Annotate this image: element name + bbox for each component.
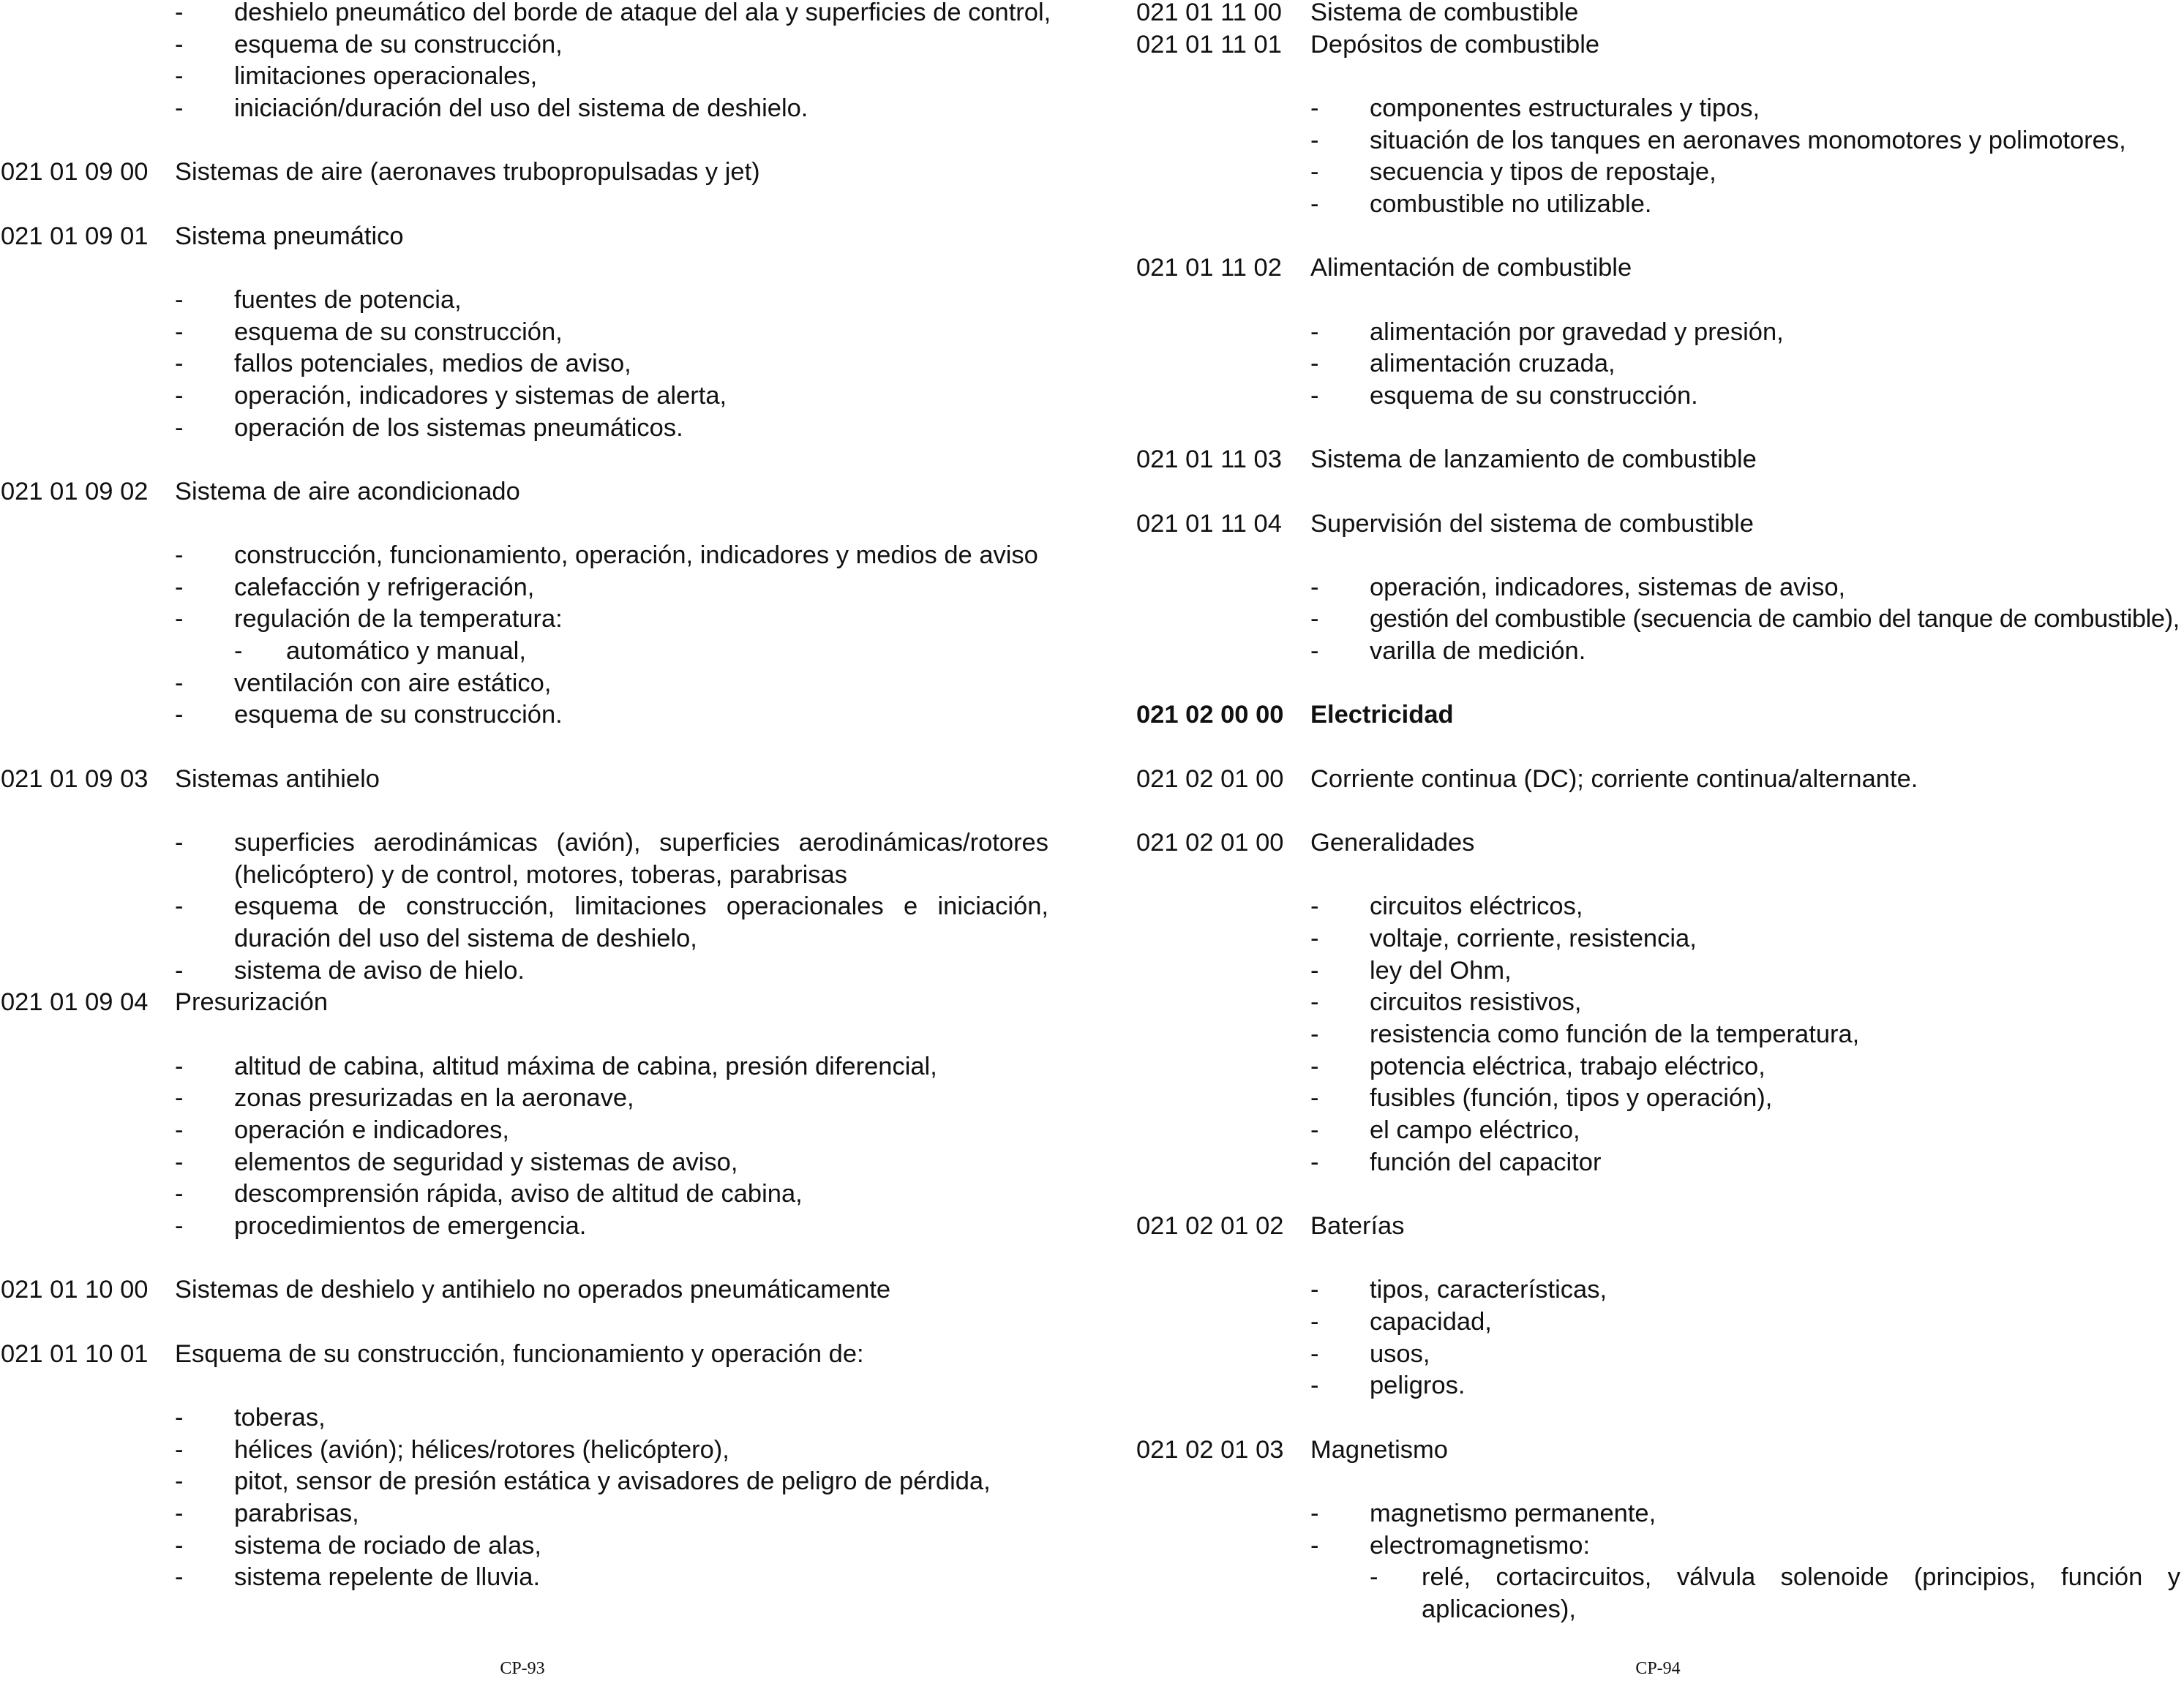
list-item: [1136, 987, 2180, 1019]
bullet-dash: -: [1310, 158, 1319, 187]
section-code: 021 01 10 00: [1, 1276, 149, 1304]
bullet-dash: -: [1310, 1084, 1319, 1113]
section-heading: [1, 764, 1048, 796]
spacer: [1, 252, 1048, 285]
list-item-text: esquema de su construcción.: [234, 701, 563, 729]
section-title: Sistema de aire acondicionado: [175, 477, 520, 505]
list-item: [1, 380, 1048, 413]
bullet-dash: -: [175, 94, 184, 122]
list-item-text: esquema de su construcción,: [234, 30, 563, 59]
list-item-text: componentes estructurales y tipos,: [1370, 94, 1760, 122]
list-item-text: descomprensión rápida, aviso de altitud de cabina,: [234, 1180, 803, 1208]
page-number: CP-93: [500, 1659, 545, 1678]
bullet-dash: -: [175, 829, 184, 857]
list-item: [1, 1498, 1048, 1530]
list-item: [1136, 636, 2180, 668]
list-item: [1, 891, 1048, 955]
list-item-text: regulación de la temperatura:: [234, 605, 563, 633]
sub-list-item-text: relé, cortacircuitos, válvula solenoide (principios, función y aplicaciones),: [1422, 1563, 2180, 1623]
bullet-dash: -: [175, 1403, 184, 1432]
section-code: 021 01 11 01: [1136, 30, 1282, 59]
list-item: [1136, 189, 2180, 221]
spacer: [1136, 221, 2180, 253]
spacer: [1, 508, 1048, 541]
list-item: [1136, 1306, 2180, 1339]
list-item-text: limitaciones operacionales,: [234, 62, 538, 91]
bullet-dash: -: [175, 1052, 184, 1080]
spacer: [1136, 61, 2180, 93]
section-heading: [1136, 444, 2180, 476]
section-title: Esquema de su construcción, funcionamiento y operación de:: [175, 1339, 864, 1368]
sub-list-item-text: automático y manual,: [286, 637, 526, 666]
list-item-text: operación, indicadores, sistemas de aviso,: [1370, 573, 1846, 601]
list-item-text: construcción, funcionamiento, operación, indicadores y medios de aviso: [234, 541, 1038, 570]
section-title: Sistemas de deshielo y antihielo no operados pneumáticamente: [175, 1276, 891, 1304]
bullet-dash: -: [1310, 892, 1319, 921]
list-item: [1, 955, 1048, 988]
list-item-text: gestión del combustible (secuencia de cambio del tanque de combustible),: [1370, 605, 2180, 633]
list-item: [1136, 157, 2180, 189]
list-item-text: esquema de su construcción.: [1370, 381, 1698, 410]
section-title: Sistema pneumático: [175, 222, 404, 250]
bullet-dash: -: [175, 317, 184, 346]
section-heading: [1136, 508, 2180, 541]
bullet-dash: -: [1310, 1276, 1319, 1304]
list-item-text: ley del Ohm,: [1370, 956, 1512, 985]
bullet-dash: -: [175, 605, 184, 633]
list-item-text: calefacción y refrigeración,: [234, 573, 535, 601]
spacer: [1, 1243, 1048, 1275]
list-item: [1, 1211, 1048, 1243]
bullet-dash: -: [1310, 189, 1319, 218]
section-heading: [1, 1339, 1048, 1371]
list-item-text: voltaje, corriente, resistencia,: [1370, 925, 1697, 953]
list-item-text: pitot, sensor de presión estática y avisadores de peligro de pérdida,: [234, 1467, 991, 1496]
bullet-dash: -: [1310, 126, 1319, 154]
list-item-text: sistema de rociado de alas,: [234, 1531, 541, 1560]
bullet-dash: -: [1310, 1499, 1319, 1527]
bullet-dash: -: [175, 1531, 184, 1560]
list-item-text: usos,: [1370, 1339, 1430, 1368]
section-code: 021 01 09 03: [1, 764, 149, 793]
bullet-dash: -: [1310, 1531, 1319, 1560]
list-item-text: procedimientos de emergencia.: [234, 1211, 587, 1240]
section-heading: [1136, 29, 2180, 61]
list-item: [1136, 348, 2180, 380]
bullet-dash: -: [175, 62, 184, 91]
list-item: [1136, 1370, 2180, 1402]
section-title: Supervisión del sistema de combustible: [1310, 509, 1754, 538]
spacer: [1136, 860, 2180, 892]
list-item-text: sistema repelente de lluvia.: [234, 1563, 541, 1592]
section-code: 021 02 01 00: [1136, 829, 1284, 857]
list-item-text: hélices (avión); hélices/rotores (helicóptero),: [234, 1435, 729, 1464]
list-item-text: secuencia y tipos de repostaje,: [1370, 158, 1716, 187]
list-item: [1, 668, 1048, 700]
list-item-text: circuitos resistivos,: [1370, 988, 1582, 1017]
section-heading: [1, 476, 1048, 508]
bullet-dash: -: [1310, 381, 1319, 410]
section-heading: [1136, 827, 2180, 860]
list-item: [1136, 1530, 2180, 1562]
bullet-dash: -: [1310, 988, 1319, 1017]
section-code: 021 01 09 02: [1, 477, 149, 505]
list-item: [1136, 891, 2180, 923]
list-item-text: combustible no utilizable.: [1370, 189, 1652, 218]
section-heading: [1136, 1211, 2180, 1243]
list-item: [1, 0, 1051, 29]
section-heading: [1136, 1434, 2180, 1467]
bullet-dash: -: [175, 669, 184, 697]
list-item-text: elementos de seguridad y sistemas de aviso,: [234, 1148, 738, 1176]
section-title: Presurización: [175, 988, 329, 1017]
bullet-dash: -: [1310, 637, 1319, 666]
list-item-text: ventilación con aire estático,: [234, 669, 552, 697]
list-item: [1, 61, 1048, 93]
bullet-dash: -: [234, 637, 243, 666]
bullet-dash: -: [1310, 1372, 1319, 1400]
sub-list-item: [1, 636, 1048, 668]
list-item-text: circuitos eléctricos,: [1370, 892, 1583, 921]
section-heading: [1, 221, 1048, 253]
list-item-text: electromagnetismo:: [1370, 1531, 1591, 1560]
list-item-text: fusibles (función, tipos y operación),: [1370, 1084, 1773, 1113]
list-item: [1, 1147, 1048, 1179]
bullet-dash: -: [1310, 1339, 1319, 1368]
sub-list-item: [1136, 1562, 2180, 1625]
list-item: [1136, 1115, 2180, 1147]
bullet-dash: -: [1310, 1052, 1319, 1080]
list-item-text: alimentación cruzada,: [1370, 350, 1616, 378]
section-title: Sistema de combustible: [1310, 0, 1579, 26]
page-number: CP-94: [1635, 1659, 1681, 1678]
list-item: [1, 1115, 1048, 1147]
section-heading: [1136, 0, 2180, 29]
list-item: [1, 1051, 1048, 1083]
bullet-dash: -: [1370, 1563, 1378, 1592]
list-item: [1, 285, 1048, 317]
bullet-dash: -: [1310, 94, 1319, 122]
list-item: [1136, 603, 2180, 636]
bullet-dash: -: [175, 30, 184, 59]
list-item: [1136, 317, 2180, 349]
section-heading: [1, 1274, 1048, 1306]
list-item: [1136, 955, 2180, 988]
bullet-dash: -: [1310, 1148, 1319, 1176]
list-item-text: toberas,: [234, 1403, 326, 1432]
spacer: [1, 1019, 1048, 1051]
list-item: [1, 317, 1048, 349]
bullet-dash: -: [1310, 1116, 1319, 1144]
list-item: [1136, 380, 2180, 413]
list-item-text: operación, indicadores y sistemas de alerta,: [234, 381, 727, 410]
list-item-text: fuentes de potencia,: [234, 285, 462, 314]
list-item: [1136, 1339, 2180, 1371]
list-item: [1, 1562, 1048, 1594]
list-item-text: el campo eléctrico,: [1370, 1116, 1580, 1144]
bullet-dash: -: [1310, 317, 1319, 346]
list-item: [1136, 1019, 2180, 1051]
list-item: [1136, 1498, 2180, 1530]
list-item: [1, 699, 1048, 732]
spacer: [1, 444, 1048, 476]
section-code: 021 01 11 03: [1136, 445, 1282, 474]
right-page-column: [1136, 0, 2180, 1625]
list-item-text: esquema de construcción, limitaciones operacionales e iniciación, duración del uso del sistema de deshielo,: [234, 892, 1048, 953]
spacer: [1136, 285, 2180, 317]
list-item: [1, 572, 1048, 604]
section-code: 021 01 10 01: [1, 1339, 149, 1368]
list-item-text: peligros.: [1370, 1372, 1466, 1400]
spacer: [1136, 1402, 2180, 1434]
section-title: Sistemas de aire (aeronaves trubopropulsadas y jet): [175, 158, 760, 187]
list-item: [1, 1466, 1048, 1498]
bullet-dash: -: [175, 1563, 184, 1592]
bullet-dash: -: [175, 1148, 184, 1176]
list-item: [1, 1530, 1048, 1562]
section-heading: [1, 987, 1048, 1019]
bullet-dash: -: [175, 1467, 184, 1496]
bullet-dash: -: [175, 1084, 184, 1113]
section-code: 021 02 01 03: [1136, 1435, 1284, 1464]
bullet-dash: -: [175, 892, 184, 921]
spacer: [1, 125, 1048, 157]
list-item: [1, 603, 1048, 636]
list-item-text: parabrisas,: [234, 1499, 359, 1527]
list-item-text: alimentación por gravedad y presión,: [1370, 317, 1784, 346]
list-item: [1, 1178, 1048, 1211]
bullet-dash: -: [175, 1211, 184, 1240]
section-heading: [1136, 764, 2180, 796]
bullet-dash: -: [175, 956, 184, 985]
section-code: 021 01 11 02: [1136, 254, 1282, 282]
bullet-dash: -: [175, 541, 184, 570]
list-item-text: fallos potenciales, medios de aviso,: [234, 350, 631, 378]
section-code: 021 01 09 04: [1, 988, 149, 1017]
bullet-dash: -: [175, 0, 184, 26]
bullet-dash: -: [175, 701, 184, 729]
section-title: Alimentación de combustible: [1310, 254, 1632, 282]
bullet-dash: -: [175, 1499, 184, 1527]
bullet-dash: -: [1310, 605, 1319, 633]
section-title: Baterías: [1310, 1211, 1405, 1240]
list-item: [1136, 572, 2180, 604]
spacer: [1136, 795, 2180, 827]
list-item-text: operación e indicadores,: [234, 1116, 509, 1144]
section-title: Sistema de lanzamiento de combustible: [1310, 445, 1757, 474]
list-item: [1136, 1051, 2180, 1083]
list-item: [1, 1402, 1048, 1434]
bullet-dash: -: [1310, 956, 1319, 985]
list-item-text: altitud de cabina, altitud máxima de cabina, presión diferencial,: [234, 1052, 937, 1080]
bullet-dash: -: [1310, 925, 1319, 953]
list-item-text: sistema de aviso de hielo.: [234, 956, 525, 985]
spacer: [1136, 476, 2180, 508]
section-title: Generalidades: [1310, 829, 1475, 857]
section-code: 021 01 11 00: [1136, 0, 1282, 26]
spacer: [1136, 1178, 2180, 1211]
section-title: Sistemas antihielo: [175, 764, 380, 793]
list-item-text: esquema de su construcción,: [234, 317, 563, 346]
list-item-text: superficies aerodinámicas (avión), superficies aerodinámicas/rotores (helicóptero) y de control, motores, toberas, parabrisas: [234, 829, 1048, 889]
section-code: 021 02 00 00: [1136, 701, 1284, 729]
section-code: 021 02 01 00: [1136, 764, 1284, 793]
list-item: [1, 1083, 1048, 1115]
bullet-dash: -: [1310, 1020, 1319, 1048]
bullet-dash: -: [175, 381, 184, 410]
spacer: [1136, 1466, 2180, 1498]
list-item: [1, 1434, 1048, 1467]
bullet-dash: -: [1310, 1307, 1319, 1336]
list-item-text: iniciación/duración del uso del sistema de deshielo.: [234, 94, 808, 122]
spacer: [1, 795, 1048, 827]
section-code: 021 01 11 04: [1136, 509, 1282, 538]
section-title: Corriente continua (DC); corriente continua/alternante.: [1310, 764, 1918, 793]
bullet-dash: -: [1310, 573, 1319, 601]
list-item: [1136, 125, 2180, 157]
list-item-text: capacidad,: [1370, 1307, 1492, 1336]
list-item: [1, 29, 1048, 61]
list-item: [1, 93, 1048, 125]
section-title: Magnetismo: [1310, 1435, 1448, 1464]
list-item-text: situación de los tanques en aeronaves monomotores y polimotores,: [1370, 126, 2126, 154]
list-item-text: resistencia como función de la temperatura,: [1370, 1020, 1860, 1048]
bullet-dash: -: [175, 1116, 184, 1144]
list-item: [1136, 923, 2180, 955]
list-item: [1136, 1147, 2180, 1179]
spacer: [1136, 732, 2180, 764]
list-item-text: zonas presurizadas en la aeronave,: [234, 1084, 634, 1113]
bullet-dash: -: [175, 350, 184, 378]
list-item-text: varilla de medición.: [1370, 637, 1586, 666]
section-title: Electricidad: [1310, 701, 1454, 729]
section-title: Depósitos de combustible: [1310, 30, 1600, 59]
spacer: [1136, 413, 2180, 445]
chapter-heading: [1136, 699, 2180, 732]
list-item: [1136, 1083, 2180, 1115]
bullet-dash: -: [1310, 350, 1319, 378]
spacer: [1136, 1243, 2180, 1275]
bullet-dash: -: [175, 285, 184, 314]
list-item-text: deshielo pneumático del borde de ataque del ala y superficies de control,: [234, 0, 1051, 26]
list-item-text: función del capacitor: [1370, 1148, 1602, 1176]
list-item: [1, 413, 1048, 445]
list-item-text: tipos, características,: [1370, 1276, 1607, 1304]
spacer: [1, 1370, 1048, 1402]
list-item-text: operación de los sistemas pneumáticos.: [234, 413, 683, 442]
list-item-text: potencia eléctrica, trabajo eléctrico,: [1370, 1052, 1765, 1080]
left-page-column: [1, 0, 1051, 1594]
section-code: 021 02 01 02: [1136, 1211, 1284, 1240]
section-code: 021 01 09 00: [1, 158, 149, 187]
list-item: [1136, 1274, 2180, 1306]
section-heading: [1136, 252, 2180, 285]
section-code: 021 01 09 01: [1, 222, 149, 250]
bullet-dash: -: [175, 1435, 184, 1464]
list-item: [1, 540, 1048, 572]
section-heading: [1, 157, 1048, 189]
list-item-text: magnetismo permanente,: [1370, 1499, 1656, 1527]
spacer: [1, 1306, 1048, 1339]
list-item: [1, 827, 1048, 891]
spacer: [1, 732, 1048, 764]
list-item: [1, 348, 1048, 380]
bullet-dash: -: [175, 1180, 184, 1208]
spacer: [1136, 668, 2180, 700]
spacer: [1, 189, 1048, 221]
bullet-dash: -: [175, 573, 184, 601]
bullet-dash: -: [175, 413, 184, 442]
list-item: [1136, 93, 2180, 125]
spacer: [1136, 540, 2180, 572]
